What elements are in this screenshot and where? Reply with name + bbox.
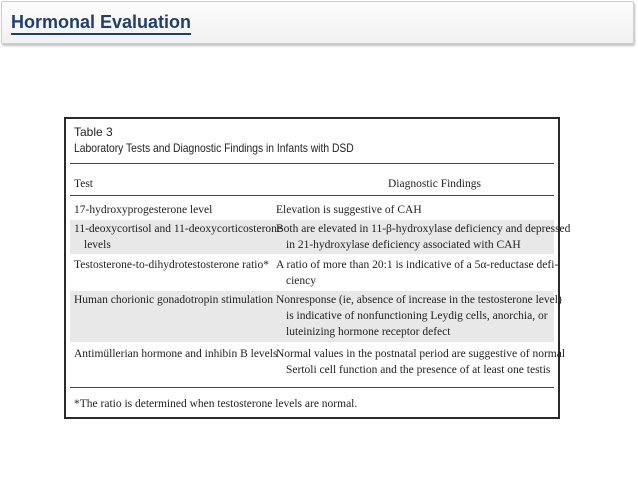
finding-line: Both are elevated in 11-β-hydroxylase deficiency and depressed bbox=[276, 223, 571, 235]
finding-line: in 21-hydroxylase deficiency associated with CAH bbox=[286, 239, 521, 251]
test-line: Antimüllerian hormone and inhibin B levels bbox=[74, 348, 278, 360]
slide-title-bar bbox=[1, 1, 634, 44]
table-footnote: *The ratio is determined when testosterone levels are normal. bbox=[74, 398, 358, 410]
test-cell bbox=[74, 257, 269, 273]
table-label: Table 3 bbox=[74, 125, 113, 139]
test-cell bbox=[74, 292, 273, 308]
header-rule bbox=[70, 195, 554, 196]
column-header-test: Test bbox=[74, 178, 93, 190]
finding-cell bbox=[276, 346, 565, 378]
finding-line: is indicative of nonfunctioning Leydig cells, anorchia, or bbox=[286, 310, 548, 322]
test-cell bbox=[74, 221, 282, 253]
table-top-rule bbox=[70, 163, 554, 164]
table-row bbox=[70, 345, 566, 379]
test-line: Testosterone-to-dihydrotestosterone ratio* bbox=[74, 259, 269, 271]
finding-cell bbox=[276, 221, 570, 253]
finding-cell bbox=[276, 257, 558, 289]
finding-line: Elevation is suggestive of CAH bbox=[276, 204, 422, 216]
finding-line: A ratio of more than 20:1 is indicative of a 5α-reductase defi- bbox=[276, 259, 559, 271]
test-line: levels bbox=[84, 239, 111, 251]
table-row bbox=[70, 220, 571, 254]
table-caption: Laboratory Tests and Diagnostic Findings in Infants with DSD bbox=[74, 141, 354, 155]
slide-title: Hormonal Evaluation bbox=[11, 12, 191, 35]
test-cell bbox=[74, 346, 277, 362]
finding-line: Nonresponse (ie, absence of increase in the testosterone level) bbox=[276, 294, 562, 306]
test-line: 11-deoxycortisol and 11-deoxycorticosterone bbox=[74, 223, 282, 235]
column-header-findings: Diagnostic Findings bbox=[388, 178, 481, 190]
table-row bbox=[70, 256, 559, 290]
table-bottom-rule bbox=[70, 387, 554, 388]
finding-line: luteinizing hormone receptor defect bbox=[286, 326, 451, 338]
table-figure bbox=[64, 117, 571, 419]
test-line: Human chorionic gonadotropin stimulation bbox=[74, 294, 273, 306]
table-row bbox=[70, 291, 562, 342]
finding-line: ciency bbox=[286, 275, 317, 287]
test-cell bbox=[74, 202, 212, 218]
finding-cell bbox=[276, 202, 422, 218]
table-row bbox=[70, 201, 554, 219]
finding-line: Normal values in the postnatal period are suggestive of normal bbox=[276, 348, 566, 360]
finding-cell bbox=[276, 292, 562, 340]
test-line: 17-hydroxyprogesterone level bbox=[74, 204, 213, 216]
finding-line: Sertoli cell function and the presence of at least one testis bbox=[286, 364, 551, 376]
